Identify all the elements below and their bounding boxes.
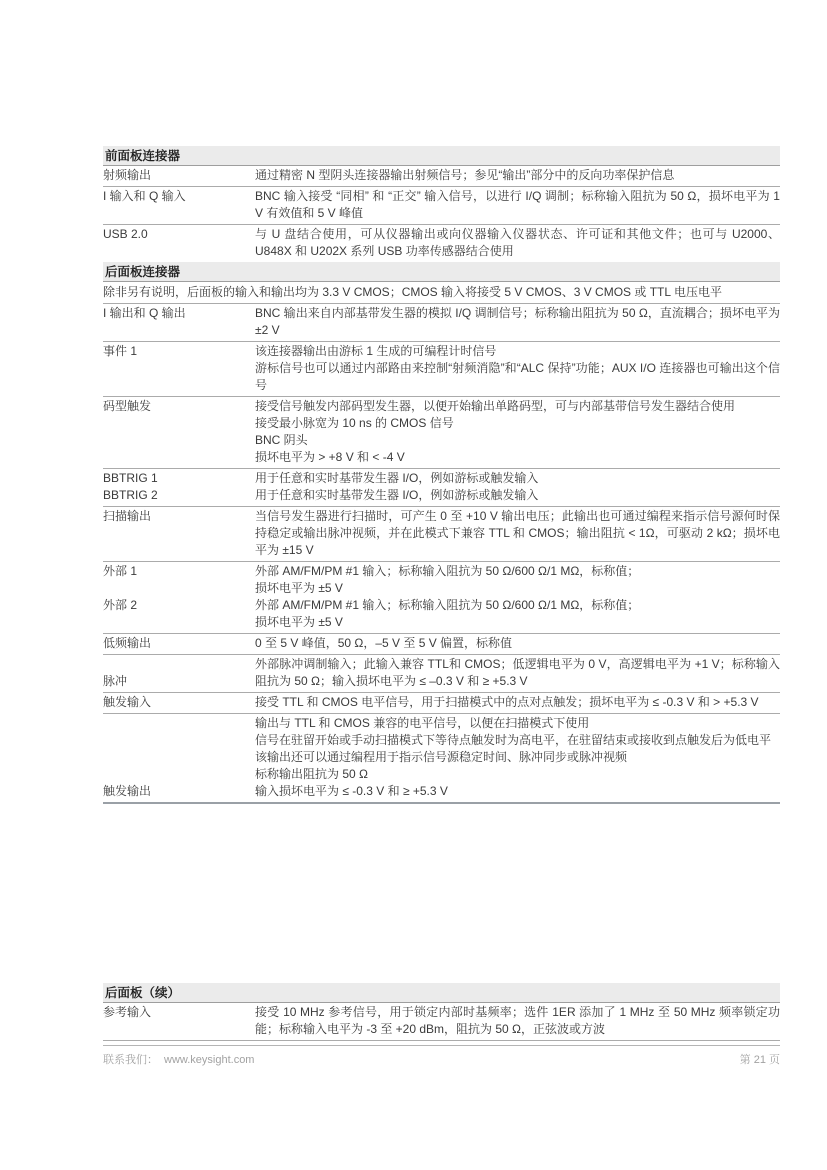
spec-label: 事件 1	[103, 344, 138, 358]
spec-paragraph: 损坏电平为 > +8 V 和 < -4 V	[255, 450, 405, 464]
spec-desc	[255, 694, 780, 711]
row-event-1	[103, 342, 780, 397]
spec-label: 码型触发	[103, 399, 152, 413]
spec-paragraph: 通过精密 N 型阴头连接器输出射频信号；参见“输出”部分中的反向功率保护信息	[255, 168, 675, 182]
spec-paragraph: 当信号发生器进行扫描时，可产生 0 至 +10 V 输出电压；此输出也可通过编程来指示信号源何时保持稳定或输出脉冲视频，并在此模式下兼容 TTL 和 CMOS；输出阻抗 < 1Ω，可驱动 2 kΩ；损坏电平为 ±15 V	[255, 509, 780, 557]
spec-paragraph: 外部 AM/FM/PM #1 输入；标称输入阻抗为 50 Ω/600 Ω/1 MΩ，标称值；	[255, 564, 640, 578]
footer-contact-label: 联系我们：	[103, 1054, 158, 1066]
spec-paragraph: 损坏电平为 ±5 V	[255, 615, 343, 629]
row-bbtrig-1	[103, 470, 780, 487]
spec-label: 扫描输出	[103, 509, 152, 523]
section-header-rear-panel-continued: 后面板（续）	[103, 983, 780, 1003]
spec-paragraph: 损坏电平为 ±5 V	[255, 581, 343, 595]
spec-desc	[255, 635, 780, 652]
spec-paragraph: 接受最小脉宽为 10 ns 的 CMOS 信号	[255, 416, 454, 430]
footer-contact-link[interactable]: www.keysight.com	[164, 1054, 255, 1066]
spec-label: 射频输出	[103, 168, 152, 182]
spec-paragraph: 用于任意和实时基带发生器 I/O，例如游标或触发输入	[255, 471, 539, 485]
spec-label: 触发输入	[103, 695, 152, 709]
spec-paragraph: BNC 输出来自内部基带发生器的模拟 I/Q 调制信号；标称输出阻抗为 50 Ω，直流耦合；损坏电平为 ±2 V	[255, 306, 780, 337]
spec-label: USB 2.0	[103, 227, 148, 241]
spec-label: 低频输出	[103, 636, 152, 650]
spec-desc	[255, 597, 780, 631]
page-footer	[103, 1046, 780, 1067]
rear-panel-continued-block	[103, 983, 780, 1067]
spec-paragraph: 外部脉冲调制输入；此输入兼容 TTL和 CMOS；低逻辑电平为 0 V，高逻辑电平为 +1 V；标称输入阻抗为 50 Ω；输入损坏电平为 ≤ –0.3 V 和 ≥ +5.3 V	[255, 657, 780, 688]
spec-paragraph: 用于任意和实时基带发生器 I/O，例如游标或触发输入	[255, 488, 539, 502]
spec-desc	[255, 470, 780, 487]
spec-desc	[255, 1004, 780, 1038]
row-external	[103, 562, 780, 634]
spec-label: 参考输入	[103, 1005, 152, 1019]
spec-paragraph: 接受 TTL 和 CMOS 电平信号，用于扫描模式中的点对点触发；损坏电平为 ≤ -0.3 V 和 > +5.3 V	[255, 695, 759, 709]
spec-label: 外部 1	[103, 564, 138, 578]
spec-paragraph: 0 至 5 V 峰值，50 Ω，–5 V 至 5 V 偏置，标称值	[255, 636, 513, 650]
spec-paragraph: BNC 输入接受 “同相” 和 “正交” 输入信号，以进行 I/Q 调制；标称输入阻抗为 50 Ω，损坏电平为 1 V 有效值和 5 V 峰值	[255, 189, 780, 220]
row-trigger-input	[103, 693, 780, 714]
row-rf-output	[103, 166, 780, 187]
row-pulse	[103, 655, 780, 693]
row-iq-output	[103, 304, 780, 342]
spec-paragraph: 该输出还可以通过编程用于指示信号源稳定时间、脉冲同步或脉冲视频	[255, 750, 628, 764]
row-lf-output	[103, 634, 780, 655]
footer-page-number: 第 21 页	[739, 1054, 780, 1066]
spec-desc	[255, 305, 780, 339]
section-header-rear-panel: 后面板连接器	[103, 262, 780, 282]
section-header-front-panel: 前面板连接器	[103, 146, 780, 166]
spec-paragraph: 接受信号触发内部码型发生器，以便开始输出单路码型，可与内部基带信号发生器结合使用	[255, 399, 736, 413]
spec-label: 脉冲	[103, 674, 128, 688]
spec-paragraph: 输出与 TTL 和 CMOS 兼容的电平信号，以便在扫描模式下使用	[255, 716, 590, 730]
row-iq-input	[103, 187, 780, 225]
spec-label: BBTRIG 2	[103, 488, 158, 502]
spec-desc	[255, 167, 780, 184]
spec-desc	[255, 563, 780, 597]
row-bbtrig	[103, 469, 780, 507]
spec-desc	[255, 398, 780, 466]
row-usb	[103, 225, 780, 262]
spec-paragraph: 该连接器输出由游标 1 生成的可编程计时信号	[255, 344, 497, 358]
row-pattern-trigger	[103, 397, 780, 469]
spec-label: 触发输出	[103, 784, 152, 798]
row-external-2	[103, 597, 780, 631]
row-sweep-output	[103, 507, 780, 562]
spec-desc	[255, 508, 780, 559]
spec-label: I 输出和 Q 输出	[103, 306, 186, 320]
row-external-1	[103, 563, 780, 597]
spec-paragraph: 标称输出阻抗为 50 Ω	[255, 767, 368, 781]
spec-label: 外部 2	[103, 598, 138, 612]
page-content	[103, 146, 780, 1066]
spec-desc	[255, 715, 780, 800]
spec-desc	[255, 188, 780, 222]
spec-paragraph: BNC 阴头	[255, 433, 308, 447]
rear-panel-note: 除非另有说明，后面板的输入和输出均为 3.3 V CMOS；CMOS 输入将接受 5 V CMOS、3 V CMOS 或 TTL 电压电平	[103, 282, 780, 304]
spec-desc	[255, 343, 780, 394]
spec-paragraph: 外部 AM/FM/PM #1 输入；标称输入阻抗为 50 Ω/600 Ω/1 MΩ，标称值；	[255, 598, 640, 612]
footer-contact	[103, 1053, 254, 1067]
spec-paragraph: 输入损坏电平为 ≤ -0.3 V 和 ≥ +5.3 V	[255, 784, 448, 798]
spec-paragraph: 接受 10 MHz 参考信号，用于锁定内部时基频率；选件 1ER 添加了 1 MHz 至 50 MHz 频率锁定功能；标称输入电平为 -3 至 +20 dBm，阻抗为 50 Ω，正弦波或方波	[255, 1005, 780, 1036]
spec-paragraph: 游标信号也可以通过内部路由来控制“射频消隐”和“ALC 保持”功能；AUX I/O 连接器也可输出这个信号	[255, 361, 780, 392]
spec-label: BBTRIG 1	[103, 471, 158, 485]
spec-desc	[255, 226, 780, 260]
row-reference-input	[103, 1003, 780, 1041]
spec-paragraph: 与 U 盘结合使用，可从仪器输出或向仪器输入仪器状态、许可证和其他文件；也可与 U2000、U848X 和 U202X 系列 USB 功率传感器结合使用	[255, 227, 780, 258]
spec-desc	[255, 656, 780, 690]
spec-paragraph: 信号在驻留开始或手动扫描模式下等待点触发时为高电平，在驻留结束或接收到点触发后为低电平	[255, 733, 772, 747]
spec-label: I 输入和 Q 输入	[103, 189, 186, 203]
spec-desc	[255, 487, 780, 504]
row-bbtrig-2	[103, 487, 780, 504]
row-trigger-output	[103, 714, 780, 804]
